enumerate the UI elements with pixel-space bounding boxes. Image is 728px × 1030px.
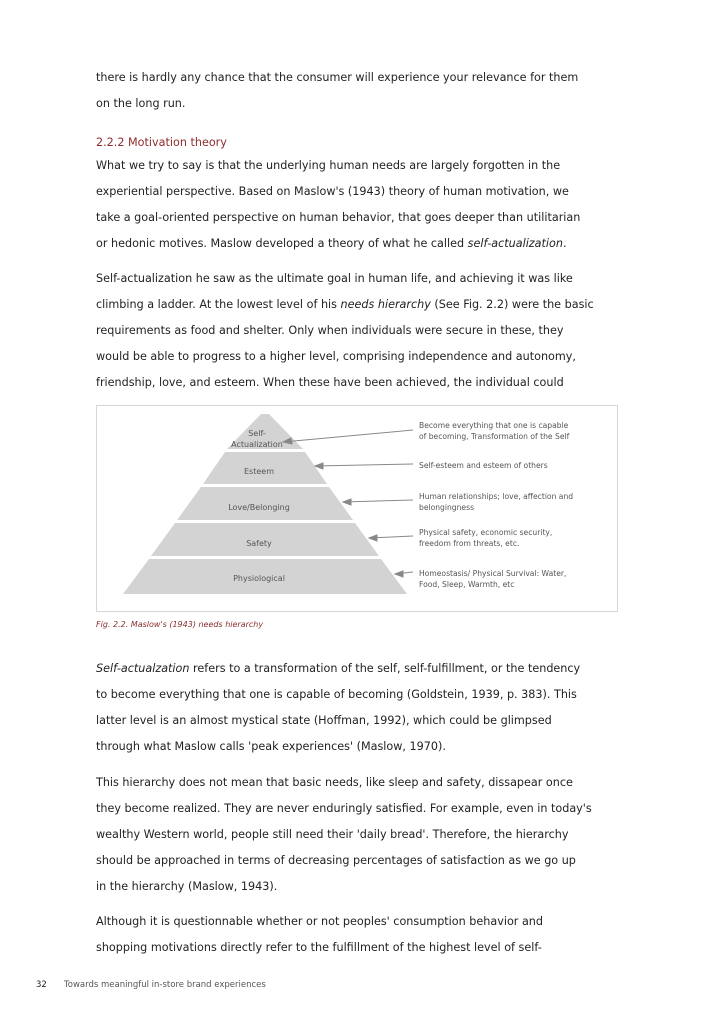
paragraph-line: requirements as food and shelter. Only when individuals were secure in these, they [96,324,564,337]
maslow-figure [96,405,618,612]
level-label: Physiological [233,574,285,583]
maslow-pyramid-diagram [97,406,617,611]
paragraph-line: What we try to say is that the underlying human needs are largely forgotten in the [96,159,561,172]
arrow-head [395,571,403,577]
section-heading: 2.2.2 Motivation theory [96,136,227,149]
level-label: Esteem [244,467,274,476]
level-description: Physical safety, economic security, [419,528,553,537]
paragraph-line: Although it is questionnable whether or not peoples' consumption behavior and [96,915,543,928]
paragraph-line: Self-actualization he saw as the ultimate goal in human life, and achieving it was like [96,272,573,285]
paragraph-line [96,292,616,318]
paragraph-line: would be able to progress to a higher level, comprising independence and autonomy, [96,350,576,363]
emphasis-term: self-actualization [467,237,563,250]
level-label: Love/Belonging [228,503,290,512]
paragraph-line [96,656,616,682]
paragraph-line: wealthy Western world, people still need their 'daily bread'. Therefore, the hierarchy [96,828,569,841]
paragraph-line: latter level is an almost mystical state (Hoffman, 1992), which could be glimpsed [96,714,552,727]
figure-caption: Fig. 2.2. Maslow's (1943) needs hierarchy [96,620,264,629]
arrow-line [343,500,413,502]
paragraph-line: in the hierarchy (Maslow, 1943). [96,880,278,893]
paragraph-text: refers to a transformation of the self, self-fulfillment, or the tendency [189,662,581,675]
arrow-line [315,464,413,466]
level-description: of becoming, Transformation of the Self [419,432,570,441]
paragraph-text: . [562,237,567,250]
paragraph-line: friendship, love, and esteem. When these have been achieved, the individual could [96,376,564,389]
paragraph-line: take a goal-oriented perspective on human behavior, that goes deeper than utilitarian [96,211,581,224]
paragraph-line: they become realized. They are never enduringly satisfied. For example, even in today's [96,802,592,815]
emphasis-term: needs hierarchy [340,298,431,311]
paragraph-line [96,231,616,257]
arrow-head [369,535,377,541]
paragraph-text: or hedonic motives. Maslow developed a theory of what he called [96,237,468,250]
paragraph-line: This hierarchy does not mean that basic needs, like sleep and safety, dissapear once [96,776,573,789]
intro-line: on the long run. [96,97,186,110]
level-description: Homeostasis/ Physical Survival: Water, [419,569,567,578]
arrow-head [343,499,351,505]
level-label: Actualization [231,440,283,449]
level-description: freedom from threats, etc. [419,539,520,548]
level-description: Self-esteem and esteem of others [419,461,548,470]
level-label: Safety [246,539,272,548]
paragraph-line: shopping motivations directly refer to the fulfillment of the highest level of self- [96,941,542,954]
level-label: Self- [248,429,266,438]
arrow-line [283,430,413,442]
emphasis-term: Self-actualzation [96,662,190,675]
running-footer-title: Towards meaningful in-store brand experiences [64,980,266,990]
level-description: belongingness [419,503,475,512]
level-description: Human relationships; love, affection and [419,492,574,501]
intro-line: there is hardly any chance that the consumer will experience your relevance for them [96,71,579,84]
paragraph-line: through what Maslow calls 'peak experiences' (Maslow, 1970). [96,740,446,753]
paragraph-text: climbing a ladder. At the lowest level of his [96,298,341,311]
paragraph-line: to become everything that one is capable of becoming (Goldstein, 1939, p. 383). This [96,688,577,701]
page-number: 32 [36,980,47,990]
arrow-head [315,463,323,469]
paragraph-text: (See Fig. 2.2) were the basic [430,298,594,311]
level-description: Become everything that one is capable [419,421,569,430]
paragraph-line: experiential perspective. Based on Maslow's (1943) theory of human motivation, we [96,185,569,198]
paragraph-line: should be approached in terms of decreasing percentages of satisfaction as we go up [96,854,576,867]
level-description: Food, Sleep, Warmth, etc [419,580,515,589]
